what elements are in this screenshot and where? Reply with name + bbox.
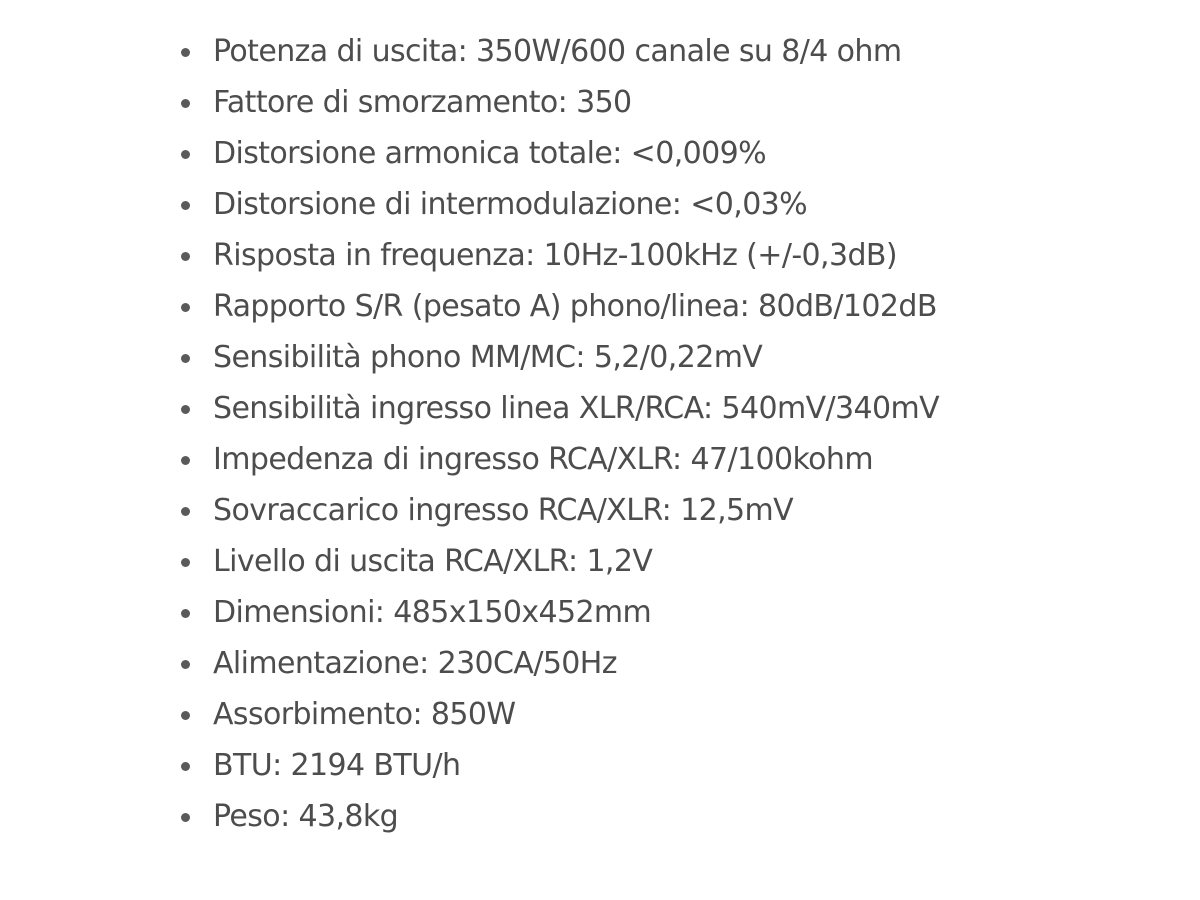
bullet-icon — [181, 558, 190, 567]
bullet-icon — [181, 507, 190, 516]
spec-item-line-sensitivity — [181, 383, 1181, 434]
spec-item-power-consumption — [181, 689, 1181, 740]
bullet-icon — [181, 405, 190, 414]
bullet-icon — [181, 201, 190, 210]
spec-text: Alimentazione: 230CA/50Hz — [213, 646, 617, 681]
spec-item-phono-sensitivity — [181, 332, 1181, 383]
spec-text: Dimensioni: 485x150x452mm — [213, 595, 652, 630]
spec-item-frequency-response — [181, 230, 1181, 281]
bullet-icon — [181, 252, 190, 261]
bullet-icon — [181, 150, 190, 159]
spec-item-damping-factor — [181, 77, 1181, 128]
spec-item-weight — [181, 791, 1181, 842]
spec-item-thd — [181, 128, 1181, 179]
spec-text: Distorsione armonica totale: <0,009% — [213, 136, 766, 171]
spec-item-power-supply — [181, 638, 1181, 689]
bullet-icon — [181, 303, 190, 312]
bullet-icon — [181, 48, 190, 57]
spec-item-input-impedance — [181, 434, 1181, 485]
spec-item-input-overload — [181, 485, 1181, 536]
spec-text: BTU: 2194 BTU/h — [213, 748, 461, 783]
bullet-icon — [181, 609, 190, 618]
spec-text: Sensibilità ingresso linea XLR/RCA: 540mV/340mV — [213, 391, 940, 426]
spec-item-output-level — [181, 536, 1181, 587]
spec-item-output-power — [181, 26, 1181, 77]
bullet-icon — [181, 660, 190, 669]
spec-item-imd — [181, 179, 1181, 230]
bullet-icon — [181, 711, 190, 720]
bullet-icon — [181, 99, 190, 108]
spec-text: Risposta in frequenza: 10Hz-100kHz (+/-0,3dB) — [213, 238, 897, 273]
spec-text: Peso: 43,8kg — [213, 799, 399, 834]
spec-text: Impedenza di ingresso RCA/XLR: 47/100kohm — [213, 442, 873, 477]
bullet-icon — [181, 762, 190, 771]
spec-text: Sensibilità phono MM/MC: 5,2/0,22mV — [213, 340, 763, 375]
spec-item-snr — [181, 281, 1181, 332]
bullet-icon — [181, 456, 190, 465]
spec-text: Rapporto S/R (pesato A) phono/linea: 80dB/102dB — [213, 289, 937, 324]
spec-text: Distorsione di intermodulazione: <0,03% — [213, 187, 808, 222]
bullet-icon — [181, 813, 190, 822]
spec-text: Livello di uscita RCA/XLR: 1,2V — [213, 544, 653, 579]
spec-item-btu — [181, 740, 1181, 791]
spec-text: Sovraccarico ingresso RCA/XLR: 12,5mV — [213, 493, 794, 528]
spec-text: Fattore di smorzamento: 350 — [213, 85, 632, 120]
spec-text: Potenza di uscita: 350W/600 canale su 8/4 ohm — [213, 34, 902, 69]
spec-text: Assorbimento: 850W — [213, 697, 516, 732]
spec-item-dimensions — [181, 587, 1181, 638]
spec-list — [181, 26, 1181, 842]
bullet-icon — [181, 354, 190, 363]
